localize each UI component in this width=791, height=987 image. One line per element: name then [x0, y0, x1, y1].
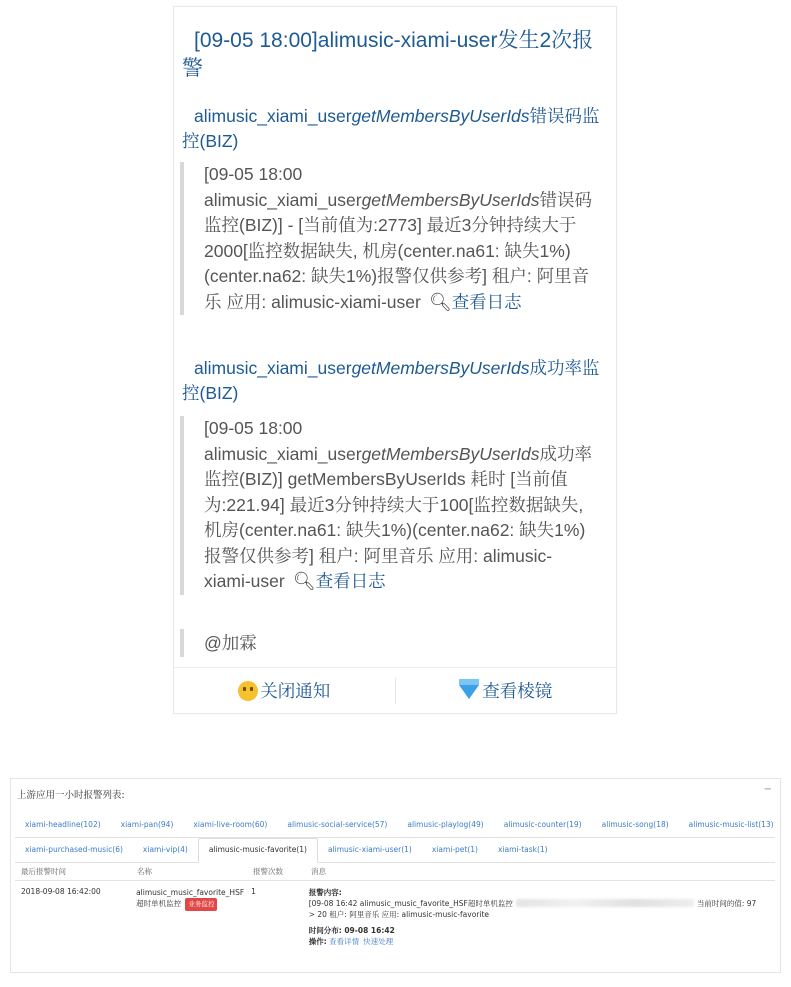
table-row [15, 881, 775, 947]
tab-row-1 [15, 813, 775, 838]
tab-xiami-task[interactable]: xiami-task(1) [497, 845, 548, 854]
view-log-link[interactable]: 🔍︎查看日志 [429, 292, 522, 312]
alert-table [15, 863, 775, 947]
tab-row-2 [15, 838, 775, 863]
magnifier-icon: 🔍︎ [428, 291, 452, 312]
tab-alimusic-xiami-user[interactable]: alimusic-xiami-user(1) [327, 845, 412, 854]
gem-icon [459, 685, 479, 699]
column-header: 名称 [137, 867, 152, 876]
tab-alimusic-music-list[interactable]: alimusic-music-list(13) [688, 820, 774, 829]
tab-xiami-vip[interactable]: xiami-vip(4) [142, 845, 188, 854]
close-notification-button[interactable]: 关闭通知 [174, 668, 395, 714]
emoji-face-icon [238, 681, 258, 701]
redacted-text [516, 899, 694, 907]
view-details-link[interactable]: 查看详情 [329, 937, 360, 946]
tab-xiami-pet[interactable]: xiami-pet(1) [431, 845, 478, 854]
metric-title-error-code[interactable]: alimusic_xiami_usergetMembersByUserIds错误码监控(BIZ) [182, 106, 600, 151]
column-header: 最后报警时间 [21, 867, 66, 876]
mention[interactable]: @加霖 [180, 629, 600, 657]
alert-message [309, 887, 775, 947]
alert-message-card [173, 6, 617, 714]
tab-alimusic-music-favorite[interactable]: alimusic-music-favorite(1) [198, 838, 318, 863]
operations: 操作: 查看详情 快速处理 [308, 937, 394, 946]
time-distribution: 时间分布: 09-08 16:42 [308, 926, 395, 935]
message-line: [09-08 16:42 alimusic_music_favorite_HSF超时单机监控 当前时间的值: 97 [308, 899, 757, 908]
message-line: > 20 租户: 阿里音乐 应用: alimusic-music-favorite [308, 910, 490, 919]
metric-detail-success-rate: [09-05 18:00 alimusic_xiami_usergetMembersByUserIds成功率监控(BIZ)] getMembersByUserIds 耗时 [当前值为:221.94] 最近3分钟持续大于100[监控数据缺失, 机房(center.na61: 缺失1%)(center.na62: 缺失1%)报警仅供参考] 租户: 阿里音乐 应用: alimusic-xiami-user 🔍︎查看日志 [180, 416, 600, 595]
tab-xiami-purchased-music[interactable]: xiami-purchased-music(6) [25, 845, 123, 854]
table-header [15, 863, 775, 881]
alert-time: 2018-09-08 16:42:00 [21, 887, 101, 896]
tab-xiami-live-room[interactable]: xiami-live-room(60) [193, 820, 268, 829]
magnifier-icon: 🔍︎ [292, 571, 316, 591]
message-heading: 报警内容: [308, 888, 342, 897]
column-header: 报警次数 [253, 867, 283, 876]
tab-alimusic-social-service[interactable]: alimusic-social-service(57) [287, 820, 388, 829]
collapse-button[interactable]: − [763, 784, 772, 795]
tab-xiami-pan[interactable]: xiami-pan(94) [120, 820, 174, 829]
metric-title-success-rate[interactable]: alimusic_xiami_usergetMembersByUserIds成功率监控(BIZ) [182, 358, 600, 403]
view-log-link[interactable]: 🔍︎查看日志 [293, 571, 386, 591]
alert-name: alimusic_music_favorite_HSF超时单机监控 业务监控 [136, 887, 251, 947]
upstream-alert-panel [10, 778, 781, 973]
status-badge: 业务监控 [185, 898, 217, 911]
app-tabs [15, 813, 775, 863]
tab-xiami-headline[interactable]: xiami-headline(102) [25, 820, 101, 829]
column-header: 消息 [311, 867, 326, 876]
card-footer [174, 667, 616, 714]
tab-alimusic-song[interactable]: alimusic-song(18) [601, 820, 669, 829]
tab-alimusic-counter[interactable]: alimusic-counter(19) [503, 820, 582, 829]
alert-count: 1 [251, 887, 256, 896]
metric-detail-error-code: [09-05 18:00 alimusic_xiami_usergetMembersByUserIds错误码监控(BIZ)] - [当前值为:2773] 最近3分钟持续大于2000[监控数据缺失, 机房(center.na61: 缺失1%)(center.na62: 缺失1%)报警仅供参考] 租户: 阿里音乐 应用: alimusic-xiami-user 🔍︎查看日志 [180, 162, 600, 315]
alert-title[interactable]: [09-05 18:00]alimusic-xiami-user发生2次报警 [182, 29, 594, 80]
quick-handle-link[interactable]: 快速处理 [363, 937, 394, 946]
panel-title: 上游应用一小时报警列表: [17, 790, 125, 801]
view-prism-button[interactable]: 查看棱镜 [396, 668, 617, 714]
tab-alimusic-playlog[interactable]: alimusic-playlog(49) [407, 820, 484, 829]
